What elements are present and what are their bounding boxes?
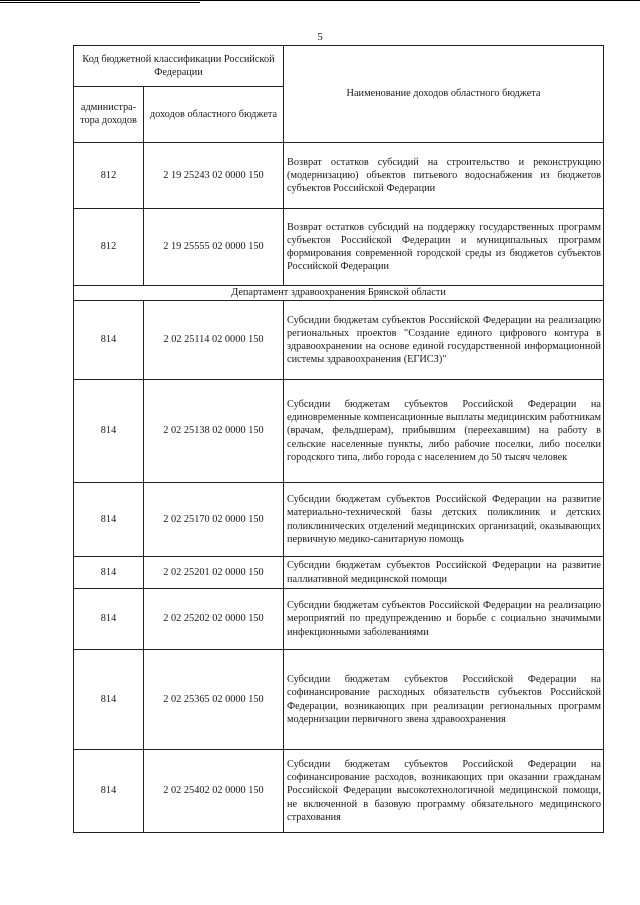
table-row	[74, 483, 604, 557]
income-code-cell: 2 02 25138 02 0000 150	[144, 380, 284, 483]
table-row	[74, 650, 604, 750]
admin-code-cell: 814	[74, 589, 144, 650]
page-number: 5	[317, 31, 323, 43]
table-row	[74, 143, 604, 209]
admin-code-cell: 814	[74, 380, 144, 483]
header-administrator: администра-тора доходов	[74, 87, 144, 143]
top-border-line	[0, 0, 640, 1]
table-row	[74, 750, 604, 833]
income-code-cell: 2 02 25201 02 0000 150	[144, 557, 284, 589]
income-name-cell: Субсидии бюджетам субъектов Российской Федерации на развитие материально-технической базы детских поликлиник и детских поликлинических отделений медицинских организаций, оказывающих первичную медико-санитарную помощь	[284, 483, 604, 557]
admin-code-cell: 812	[74, 143, 144, 209]
admin-code-cell: 814	[74, 557, 144, 589]
income-code-cell: 2 02 25202 02 0000 150	[144, 589, 284, 650]
table-row	[74, 557, 604, 589]
income-code-cell: 2 19 25555 02 0000 150	[144, 209, 284, 286]
income-name-cell: Субсидии бюджетам субъектов Российской Федерации на реализацию мероприятий по предупреждению и борьбе с социально значимыми инфекционными заболеваниями	[284, 589, 604, 650]
table-row	[74, 589, 604, 650]
top-border-line-short	[0, 2, 200, 3]
income-code-cell: 2 02 25170 02 0000 150	[144, 483, 284, 557]
income-code-cell: 2 02 25365 02 0000 150	[144, 650, 284, 750]
budget-income-table	[73, 45, 604, 833]
income-name-cell: Субсидии бюджетам субъектов Российской Федерации на развитие паллиативной медицинской помощи	[284, 557, 604, 589]
income-name-cell: Субсидии бюджетам субъектов Российской Федерации на единовременные компенсационные выплаты медицинским работникам (врачам, фельдшерам), прибывшим (переехавшим) на работу в сельские населенные пункты, либо рабочие поселки, либо поселки городского типа, либо города с населением до 50 тысяч человек	[284, 380, 604, 483]
admin-code-cell: 814	[74, 750, 144, 833]
table-row	[74, 209, 604, 286]
table-row	[74, 380, 604, 483]
table-header-row	[74, 46, 604, 87]
income-code-cell: 2 02 25402 02 0000 150	[144, 750, 284, 833]
admin-code-cell: 814	[74, 650, 144, 750]
income-code-cell: 2 19 25243 02 0000 150	[144, 143, 284, 209]
department-heading: Департамент здравоохранения Брянской области	[74, 286, 604, 301]
income-name-cell: Субсидии бюджетам субъектов Российской Федерации на софинансирование расходов, возникающих при оказании гражданам Российской Федерации высокотехнологичной медицинской помощи, не включенной в базовую программу обязательного медицинского страхования	[284, 750, 604, 833]
income-code-cell: 2 02 25114 02 0000 150	[144, 301, 284, 380]
header-classification-code: Код бюджетной классификации Российской Федерации	[74, 46, 284, 87]
header-income-name: Наименование доходов областного бюджета	[284, 46, 604, 143]
header-regional-income: доходов областного бюджета	[144, 87, 284, 143]
admin-code-cell: 812	[74, 209, 144, 286]
income-name-cell: Возврат остатков субсидий на строительство и реконструкцию (модернизацию) объектов питьевого водоснабжения из бюджетов субъектов Российской Федерации	[284, 143, 604, 209]
income-name-cell: Субсидии бюджетам субъектов Российской Федерации на реализацию региональных проектов "Создание единого цифрового контура в здравоохранении на основе единой государственной информационной системы здравоохранения (ЕГИСЗ)"	[284, 301, 604, 380]
admin-code-cell: 814	[74, 301, 144, 380]
income-name-cell: Возврат остатков субсидий на поддержку государственных программ субъектов Российской Федерации и муниципальных программ формирования современной городской среды из бюджетов субъектов Российской Федерации	[284, 209, 604, 286]
admin-code-cell: 814	[74, 483, 144, 557]
department-row	[74, 286, 604, 301]
income-name-cell: Субсидии бюджетам субъектов Российской Федерации на софинансирование расходных обязательств субъектов Российской Федерации, возникающих при реализации региональных программ модернизации первичного звена здравоохранения	[284, 650, 604, 750]
table-row	[74, 301, 604, 380]
